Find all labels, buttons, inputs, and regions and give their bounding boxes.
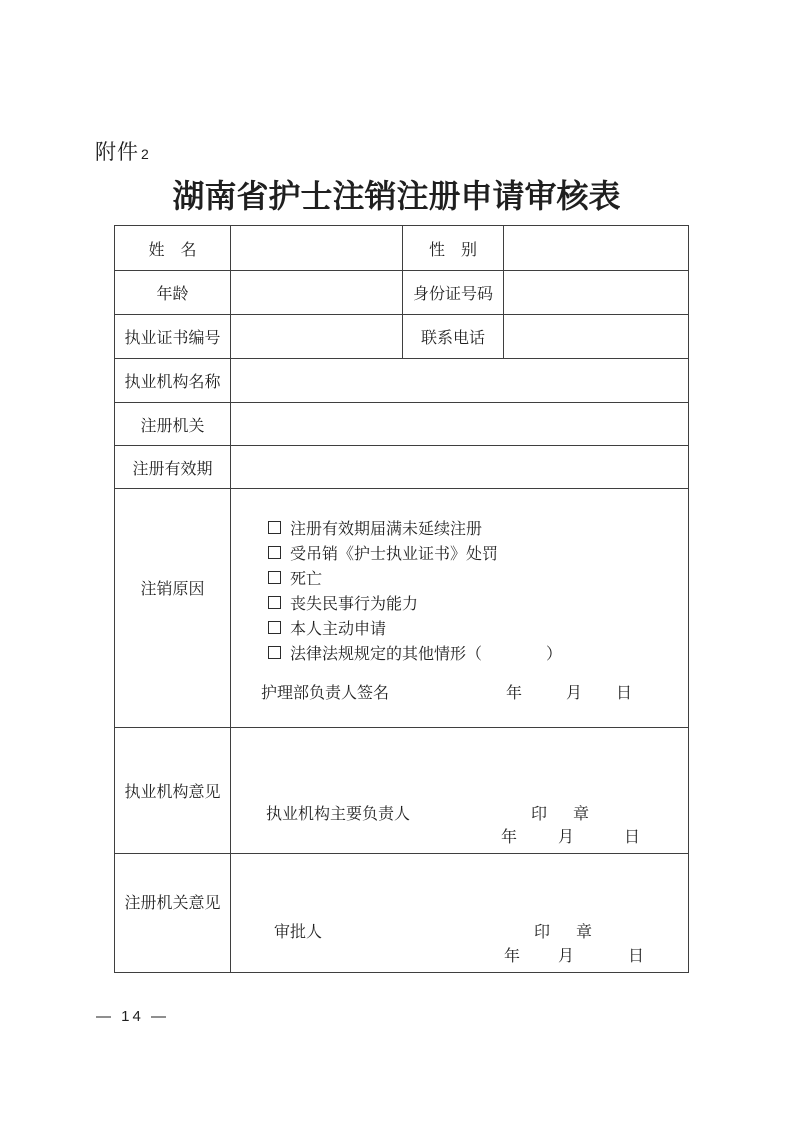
month-label: 月 [558,948,575,965]
application-form-table [114,225,689,973]
org-head-signature-label: 执业机构主要负责人 [266,806,411,823]
reason-option-label: 受吊销《护士执业证书》处罚 [290,546,499,563]
row-name-gender [115,226,689,271]
authority-opinion-label: 注册机关意见 [115,854,231,973]
row-cancel-reason [115,489,689,728]
reg-authority-value-cell [231,403,689,446]
attachment-label [95,140,150,167]
cert-number-value-cell [231,315,403,359]
row-age-id [115,271,689,315]
phone-value-cell [504,315,689,359]
id-number-label: 身份证号码 [403,271,504,315]
reason-option-label: 注册有效期届满未延续注册 [290,521,483,538]
day-label: 日 [616,685,633,702]
org-seal-label: 印 章 [531,806,595,823]
id-number-value-cell [504,271,689,315]
reason-option [268,540,688,565]
name-label: 姓 名 [115,226,231,271]
checkbox-icon [268,621,281,634]
year-label: 年 [506,685,523,702]
row-authority-opinion [115,854,689,973]
reason-option-label: 本人主动申请 [290,621,387,638]
approver-signature-label: 审批人 [274,924,323,941]
org-name-value-cell [231,359,689,403]
reason-option [268,615,688,640]
checkbox-icon [268,646,281,659]
day-label: 日 [624,829,641,846]
reason-option-label: 丧失民事行为能力 [290,596,419,613]
month-label: 月 [566,685,583,702]
row-org-opinion [115,728,689,854]
day-label: 日 [628,948,645,965]
reason-option-label: 死亡 [290,571,323,588]
attachment-prefix: 附件 [95,141,139,164]
reason-options-list [231,489,688,665]
year-label: 年 [504,948,521,965]
row-org-name [115,359,689,403]
cancel-reason-label: 注销原因 [115,489,231,728]
cancel-reason-cell [231,489,689,728]
gender-label: 性 别 [403,226,504,271]
org-name-label: 执业机构名称 [115,359,231,403]
page-title: 湖南省护士注销注册申请审核表 [172,178,621,214]
attachment-number: 2 [141,146,150,162]
checkbox-icon [268,521,281,534]
checkbox-icon [268,546,281,559]
org-opinion-cell [231,728,689,854]
reason-option [268,565,688,590]
row-reg-validity [115,446,689,489]
org-opinion-label: 执业机构意见 [115,728,231,854]
authority-seal-label: 印 章 [534,924,598,941]
authority-opinion-content [231,854,688,969]
authority-opinion-cell [231,854,689,973]
name-value-cell [231,226,403,271]
row-reg-authority [115,403,689,446]
reg-validity-value-cell [231,446,689,489]
page-number: — 14 — [96,1008,170,1025]
month-label: 月 [558,829,575,846]
nursing-head-signature-line [231,681,688,706]
gender-value-cell [504,226,689,271]
reg-validity-label: 注册有效期 [115,446,231,489]
reason-option [268,515,688,540]
checkbox-icon [268,571,281,584]
year-label: 年 [501,829,518,846]
cert-number-label: 执业证书编号 [115,315,231,359]
checkbox-icon [268,596,281,609]
age-label: 年龄 [115,271,231,315]
cancel-reason-content [231,489,688,706]
reg-authority-label: 注册机关 [115,403,231,446]
nursing-head-signature-label: 护理部负责人签名 [261,685,390,702]
row-cert-phone [115,315,689,359]
phone-label: 联系电话 [403,315,504,359]
org-opinion-content [231,728,688,850]
reason-option [268,590,688,615]
reason-option [268,640,688,665]
age-value-cell [231,271,403,315]
reason-option-label: 法律法规规定的其他情形（ ） [290,646,563,663]
